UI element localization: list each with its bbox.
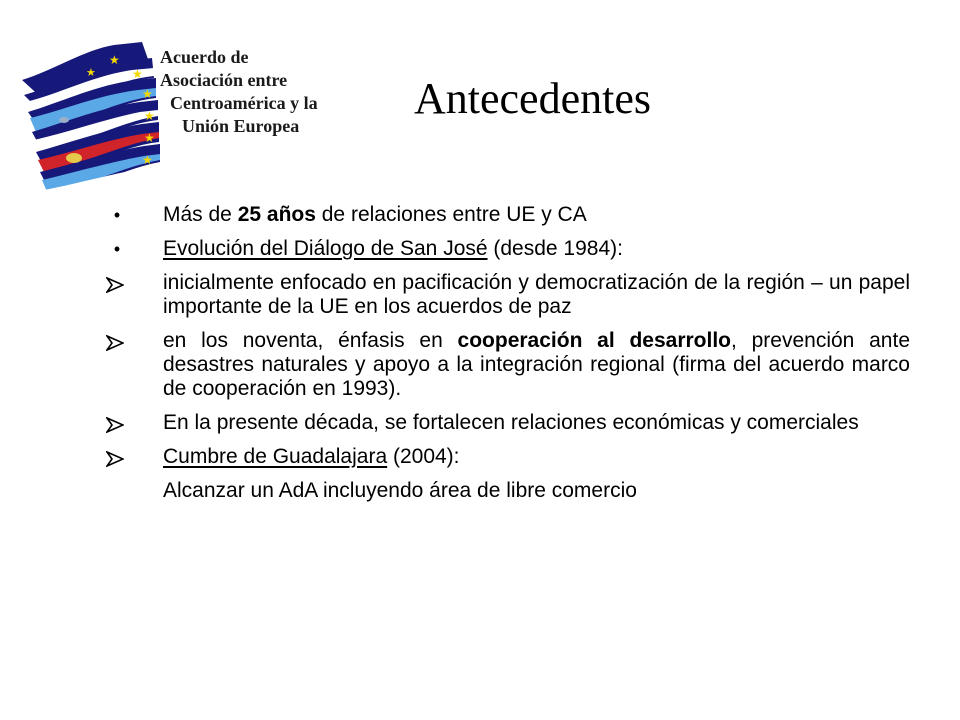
text-run: inicialmente enfocado en pacificación y democratización de la región – un papel importante de la UE en los acuerdos de paz (163, 271, 910, 318)
bullet-text (163, 411, 910, 435)
bullet-text (163, 445, 910, 469)
svg-text:★: ★ (132, 67, 143, 81)
svg-text:★: ★ (142, 153, 153, 167)
bullet-item (100, 411, 910, 435)
closing-line: Alcanzar un AdA incluyendo área de libre comercio (163, 479, 637, 502)
svg-text:★: ★ (142, 87, 153, 101)
text-run: En la presente década, se fortalecen relaciones económicas y comerciales (163, 411, 859, 434)
arrow-bullet-icon (104, 275, 126, 299)
logo-text (160, 46, 318, 138)
bullet-item (100, 237, 910, 261)
slide-title: Antecedentes (414, 74, 651, 123)
agreement-logo (14, 40, 318, 210)
logo-line: Centroamérica y la (170, 93, 318, 113)
bold-text: 25 años (237, 203, 316, 226)
svg-text:★: ★ (86, 66, 96, 79)
bullet-text (163, 329, 910, 401)
underlined-text: Cumbre de Guadalajara (163, 445, 388, 468)
bullet-text (163, 271, 910, 319)
flags-emblem-icon (14, 40, 164, 210)
arrow-bullet-icon (104, 449, 126, 473)
bullet-text (163, 237, 910, 261)
svg-text:★: ★ (144, 109, 155, 123)
text-run: en los noventa, énfasis en (163, 329, 458, 352)
text-run: (desde 1984): (487, 237, 623, 260)
logo-line: Unión Europea (182, 116, 300, 136)
bullet-item (100, 329, 910, 401)
bold-text: cooperación al desarrollo (457, 329, 732, 352)
svg-text:★: ★ (109, 53, 120, 67)
underlined-text: Evolución del Diálogo de San José (163, 237, 488, 260)
bullet-item (100, 445, 910, 469)
bullet-item (100, 271, 910, 319)
text-run: (2004): (387, 445, 460, 468)
logo-line: Asociación entre (160, 70, 288, 90)
bullet-dot-icon: • (113, 239, 121, 259)
text-run: de relaciones entre UE y CA (315, 203, 587, 226)
text-run: Más de (163, 203, 238, 226)
bullet-dot-icon: • (113, 205, 121, 225)
bullet-list (100, 203, 910, 503)
bullet-item (100, 203, 910, 227)
logo-line: Acuerdo de (160, 47, 249, 67)
bullet-text (163, 203, 910, 227)
text-run: , prevención ante desastres naturales y apoyo a la integración regional (firma del acuerdo marco de cooperación en 1993). (163, 329, 911, 400)
arrow-bullet-icon (104, 415, 126, 439)
svg-text:★: ★ (144, 131, 155, 145)
arrow-bullet-icon (104, 333, 126, 357)
